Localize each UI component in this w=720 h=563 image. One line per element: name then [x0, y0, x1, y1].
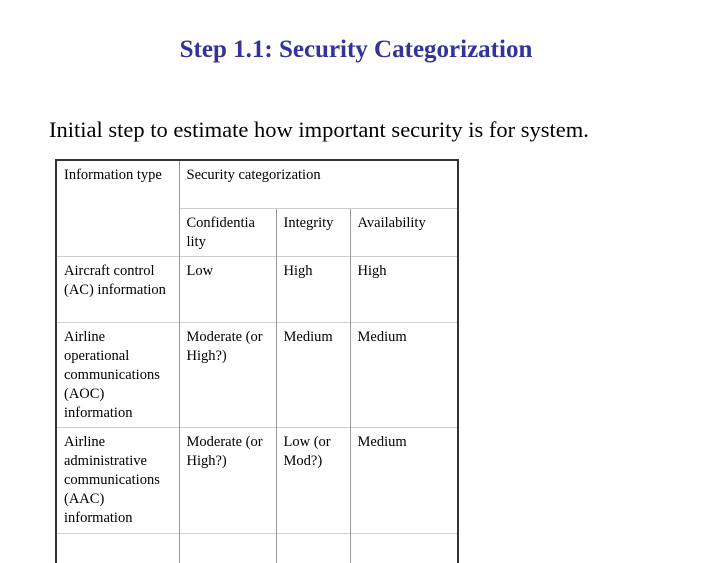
- cell-availability: High: [350, 257, 458, 323]
- table-row: [56, 257, 458, 323]
- table-row-cutoff: [56, 534, 458, 563]
- cell-empty: [179, 534, 276, 563]
- cell-information-type: Airline administrative communications (AAC) information: [56, 428, 179, 534]
- cell-confidentiality: Low: [179, 257, 276, 323]
- cell-empty: [56, 534, 179, 563]
- cell-empty: [276, 534, 350, 563]
- table-subheader-row: [56, 209, 458, 257]
- table-row: [56, 428, 458, 534]
- header-integrity: Integrity: [276, 209, 350, 257]
- header-security-categorization: Security categorization: [179, 160, 458, 209]
- cell-confidentiality: Moderate (or High?): [179, 428, 276, 534]
- cell-integrity: Low (or Mod?): [276, 428, 350, 534]
- cell-integrity: Medium: [276, 323, 350, 428]
- table-row: [56, 323, 458, 428]
- slide-subtitle: Initial step to estimate how important security is for system.: [49, 117, 589, 143]
- cell-availability: Medium: [350, 323, 458, 428]
- slide-title: Step 1.1: Security Categorization: [0, 36, 712, 64]
- table-header-row: [56, 160, 458, 209]
- cell-information-type: Aircraft control (AC) information: [56, 257, 179, 323]
- security-categorization-table: [55, 159, 459, 563]
- cell-information-type: Airline operational communications (AOC) information: [56, 323, 179, 428]
- cell-integrity: High: [276, 257, 350, 323]
- cell-empty: [350, 534, 458, 563]
- header-information-type-spacer: [56, 209, 179, 257]
- header-information-type: Information type: [56, 160, 179, 209]
- cell-confidentiality: Moderate (or High?): [179, 323, 276, 428]
- cell-availability: Medium: [350, 428, 458, 534]
- header-availability: Availability: [350, 209, 458, 257]
- header-confidentiality: Confidentia lity: [179, 209, 276, 257]
